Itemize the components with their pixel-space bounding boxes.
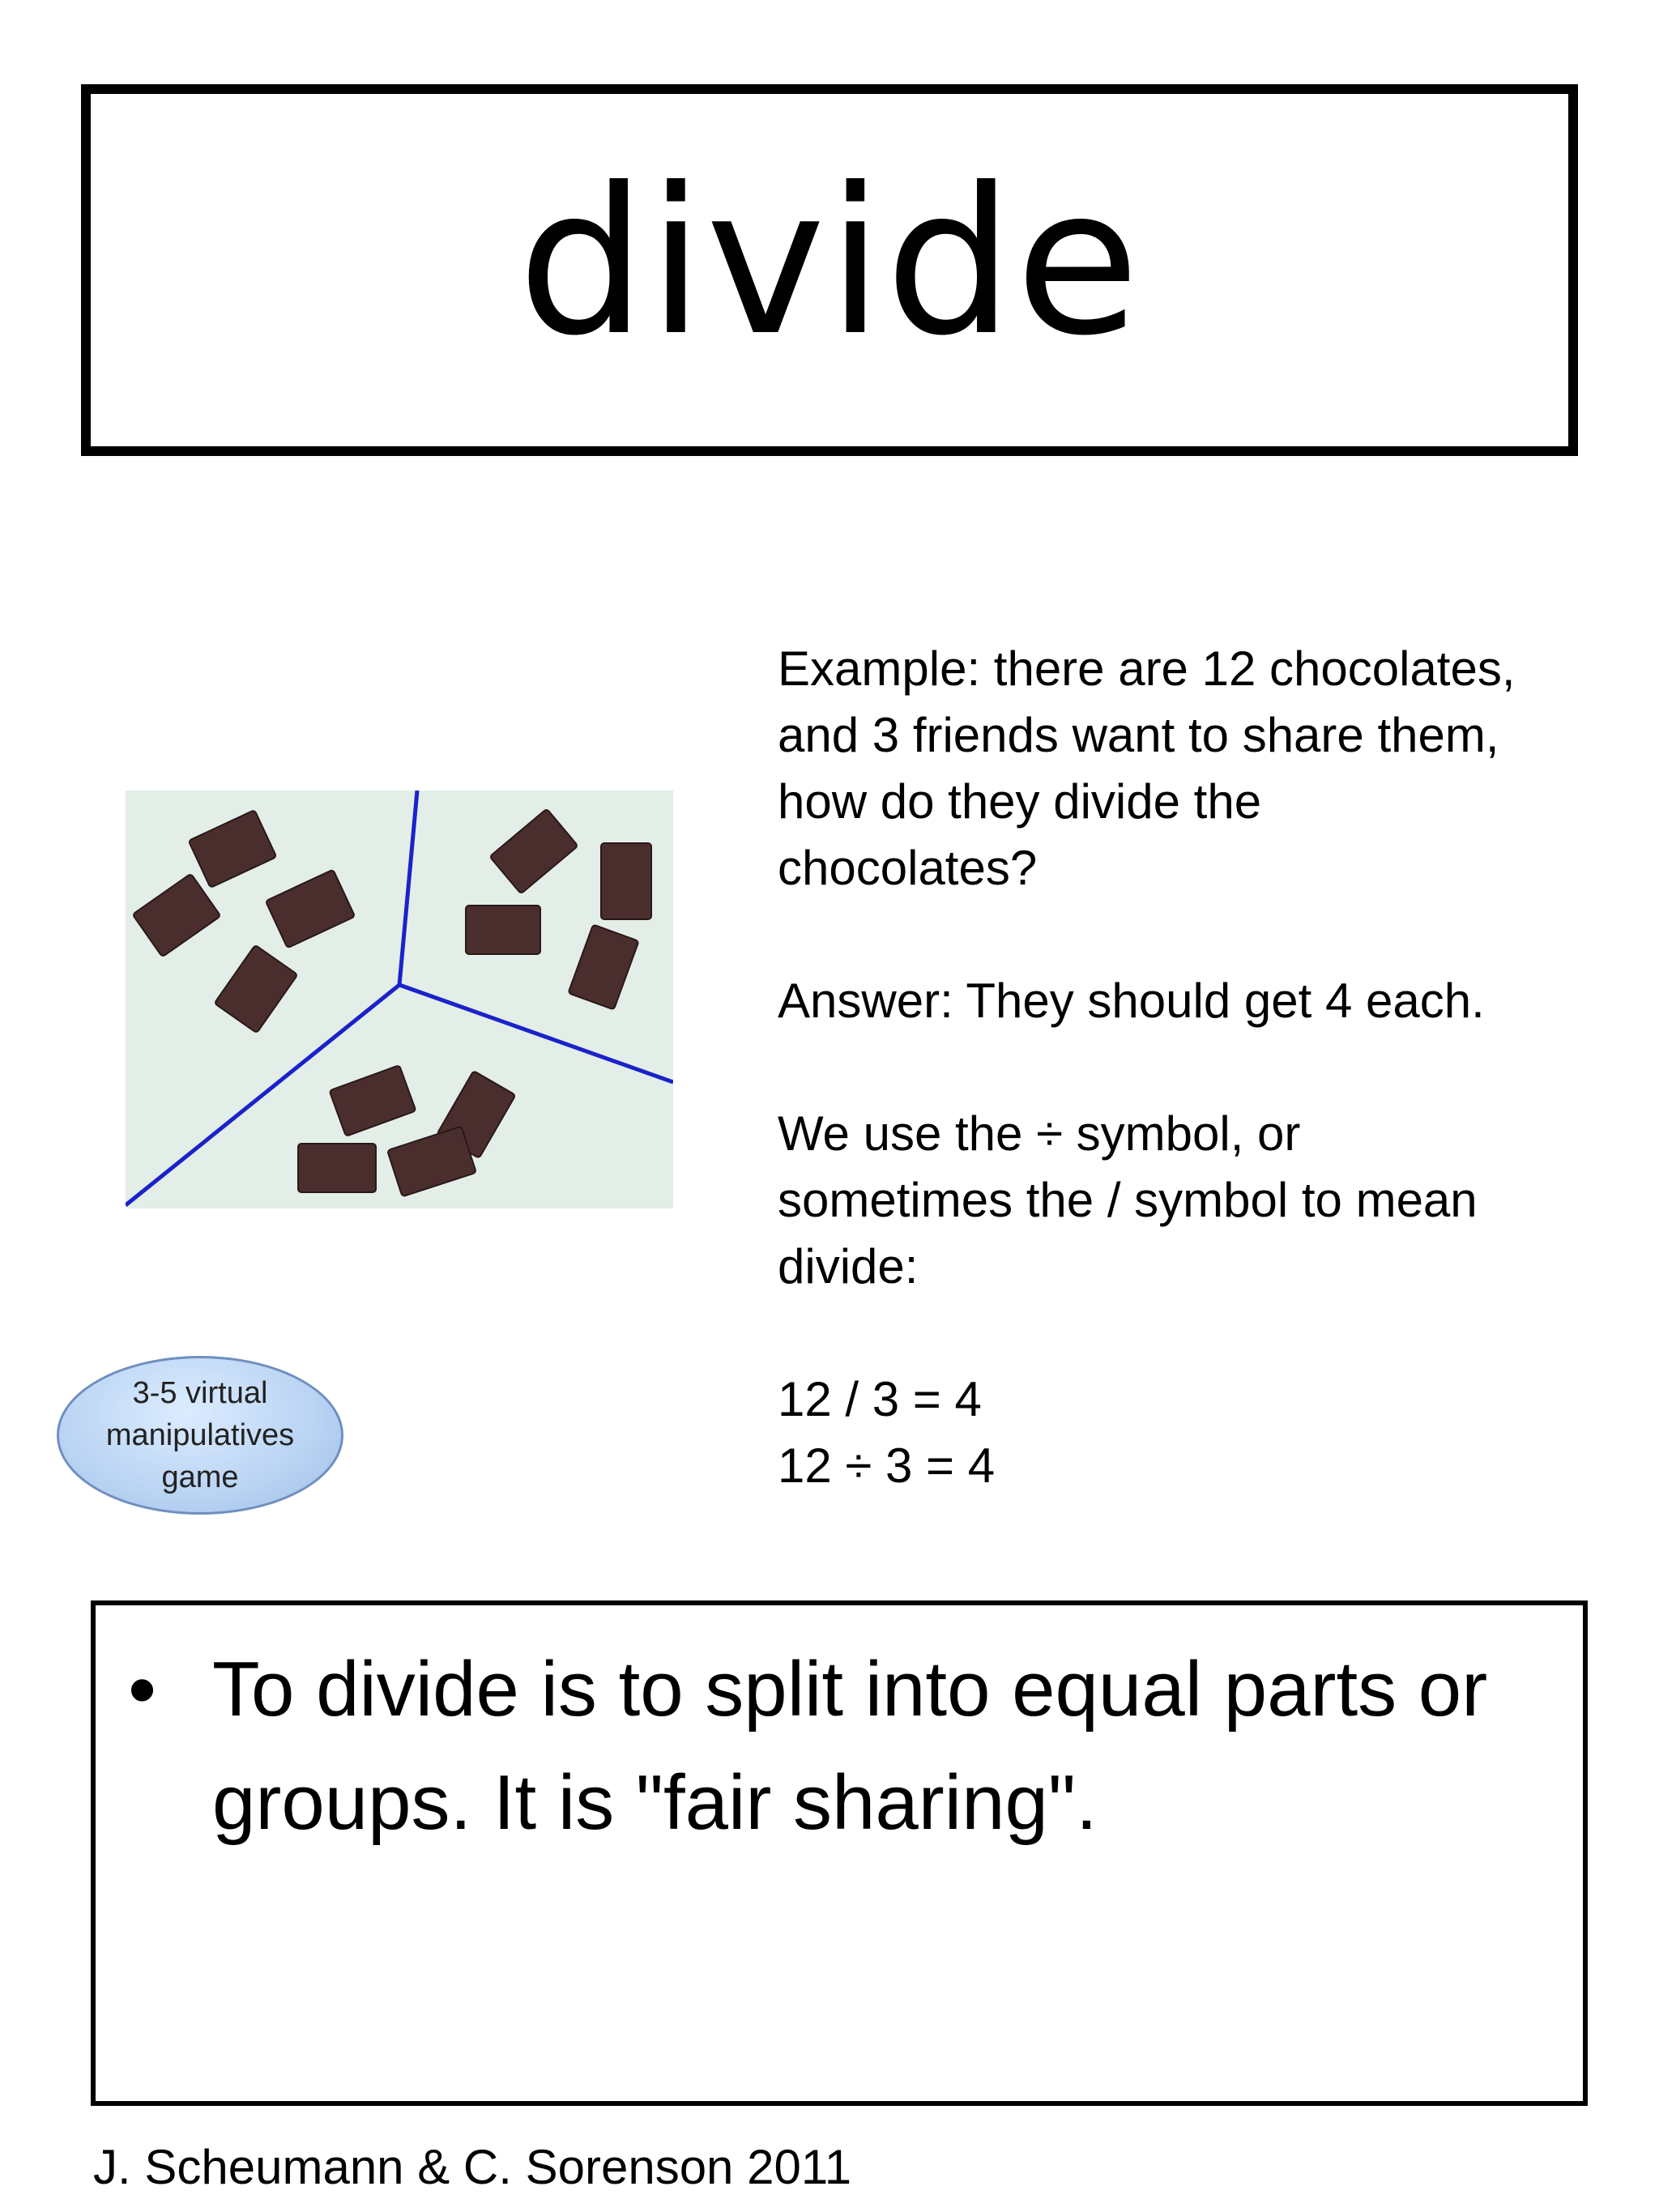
chocolates-divided-icon xyxy=(126,791,673,1208)
definition-text: To divide is to split into equal parts or groups. It is "fair sharing". xyxy=(212,1646,1488,1846)
bullet-icon: • xyxy=(128,1644,157,1735)
chocolates-divided-illustration xyxy=(126,791,673,1208)
footer-credit: J. Scheumann & C. Sorenson 2011 xyxy=(93,2140,852,2194)
definition-box xyxy=(91,1600,1588,2106)
title-box xyxy=(81,84,1578,456)
virtual-manipulatives-game-button[interactable] xyxy=(57,1356,343,1515)
game-button-label: 3-5 virtual manipulatives game xyxy=(105,1376,295,1494)
vocabulary-word-title: divide xyxy=(517,143,1142,380)
example-explanation: Example: there are 12 chocolates, and 3 friends want to share them, how do they divide the chocolates? Answer: They should get 4 each. We use the ÷ symbol, or sometimes the / symbol to mean divide: 12 / 3 = 4 12 ÷ 3 = 4 xyxy=(778,641,1516,1493)
definition-list-item xyxy=(128,1633,1534,1860)
